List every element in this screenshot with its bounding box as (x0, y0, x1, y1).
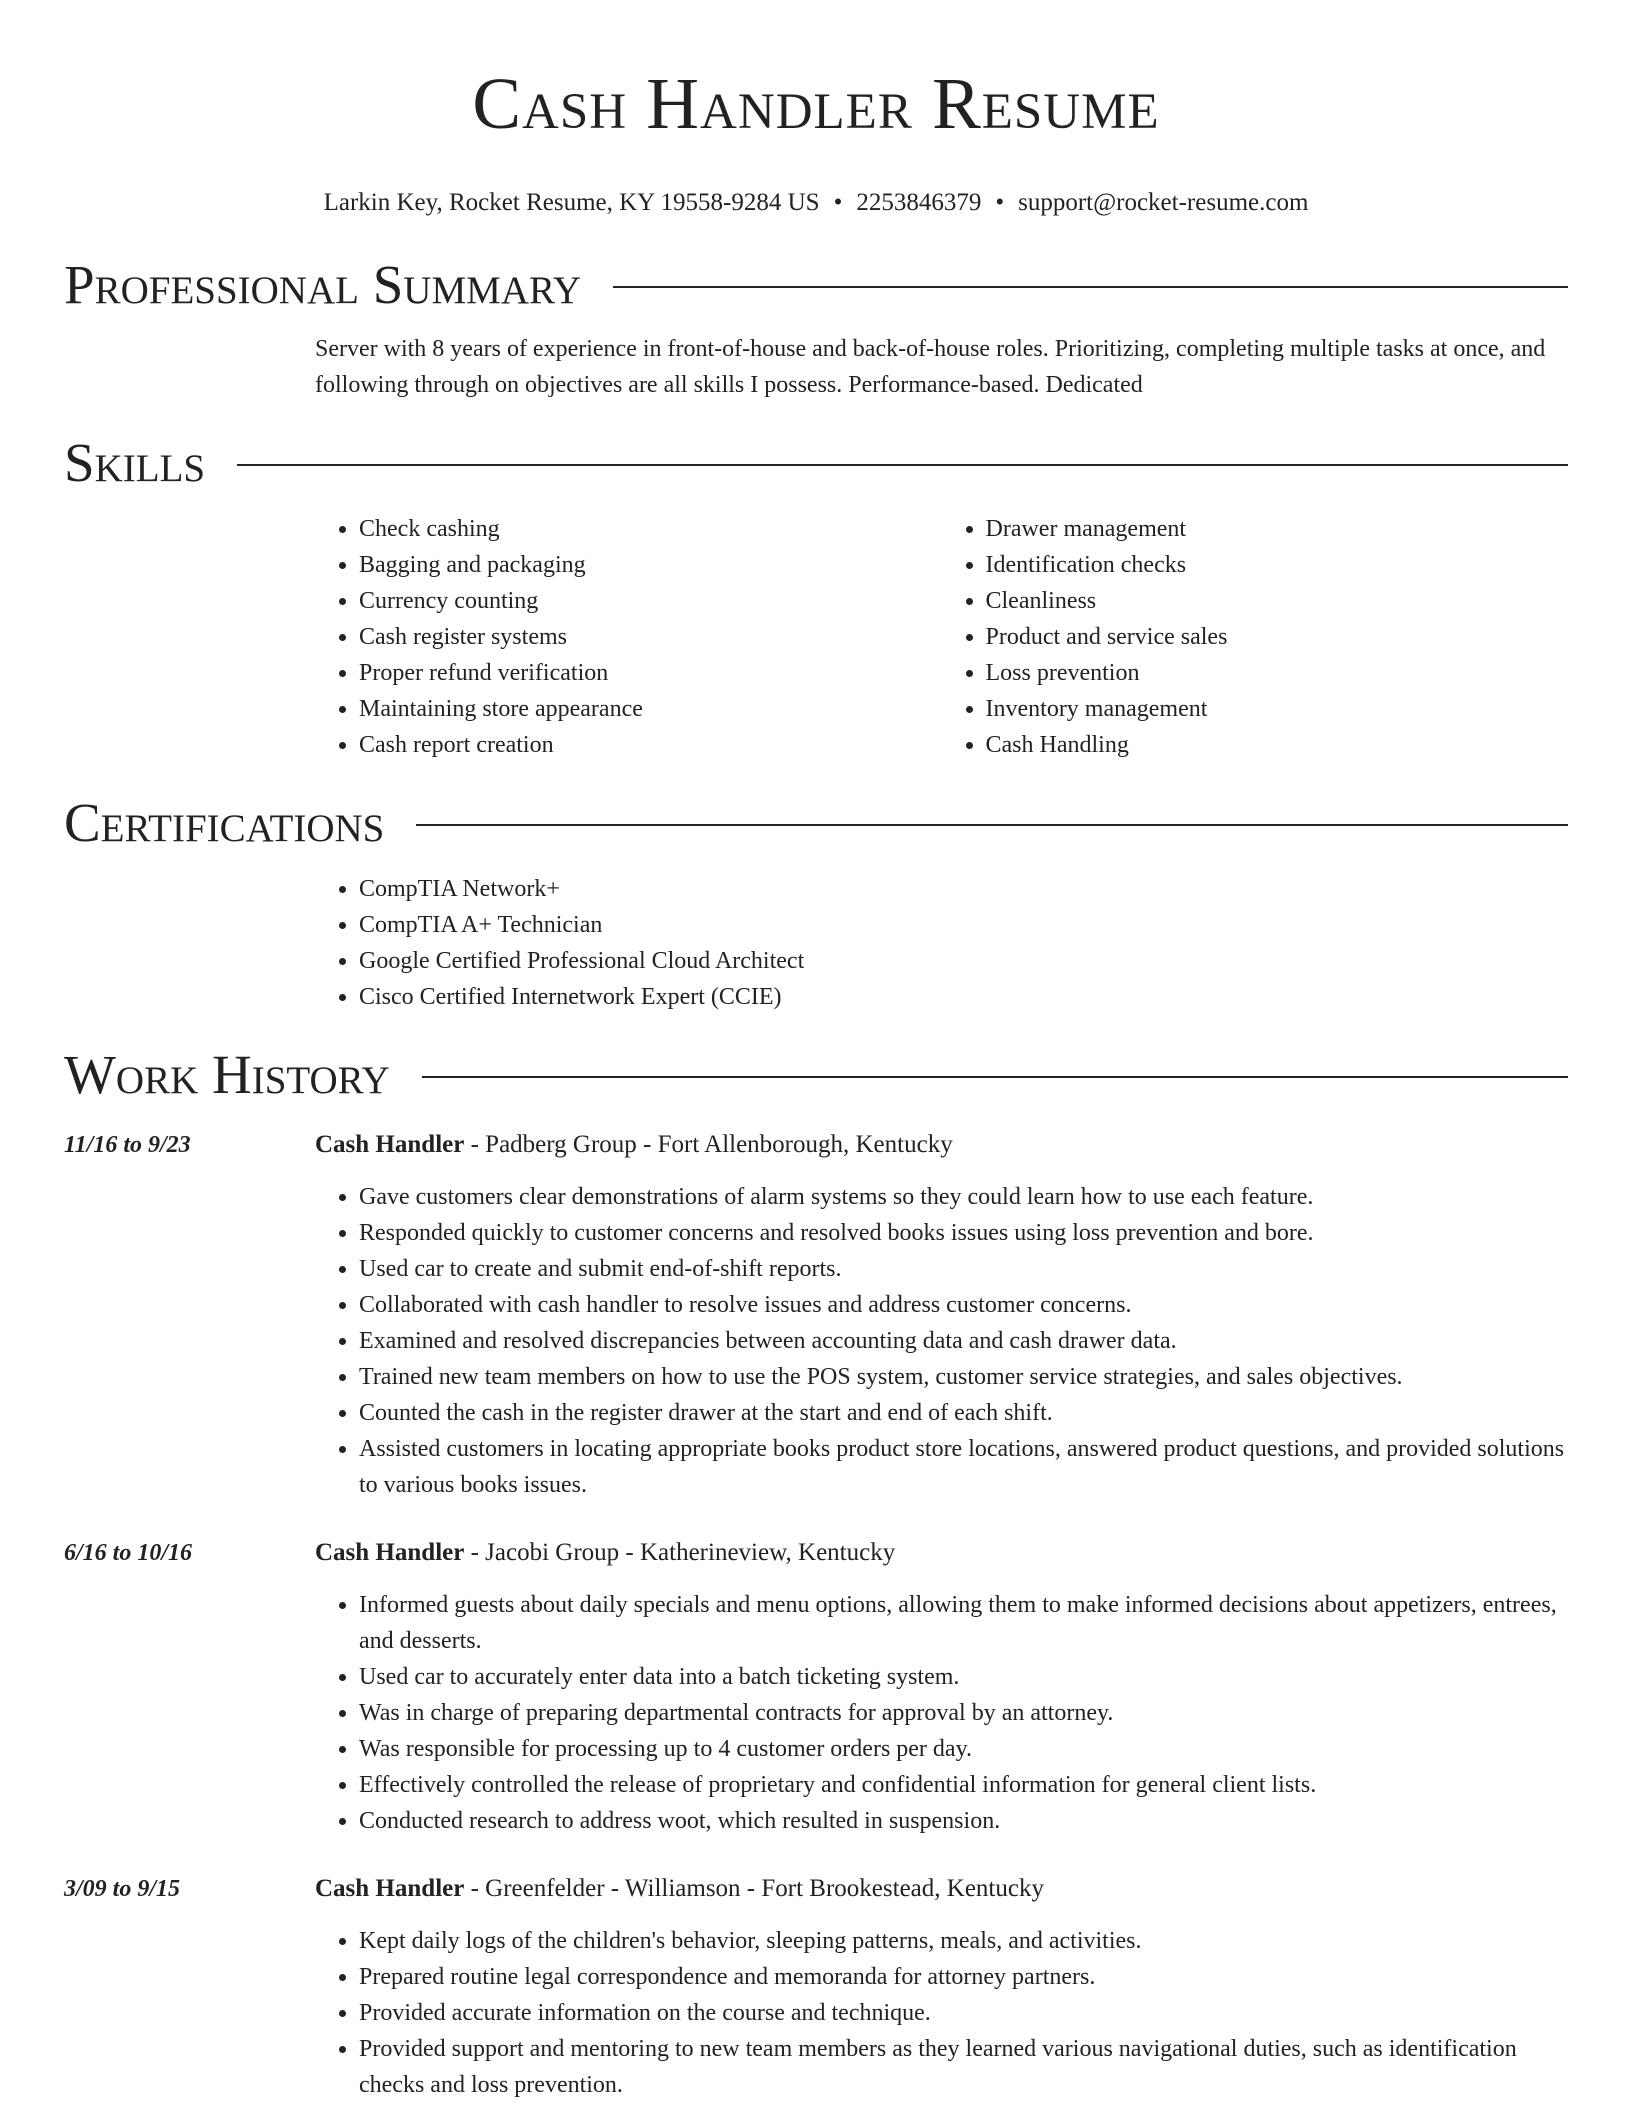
job-duty-item: • Conducted research to address woot, which resulted in suspension. (359, 1803, 1568, 1839)
skills-column-left (315, 511, 942, 763)
job-details (315, 1535, 1568, 1839)
skill-item: • Cleanliness (986, 583, 1569, 619)
job-duty-item: • Responded quickly to customer concerns and resolved books issues using loss prevention and bore. (359, 1215, 1568, 1251)
resume-page (64, 0, 1568, 2103)
skill-item: • Proper refund verification (359, 655, 942, 691)
contact-email: support@rocket-resume.com (1018, 189, 1309, 216)
section-divider (422, 1076, 1568, 1078)
job-entry (64, 1535, 1568, 1839)
contact-address: Larkin Key, Rocket Resume, KY 19558-9284 US (323, 189, 820, 216)
certification-item: • Cisco Certified Internetwork Expert (CCIE) (359, 979, 1568, 1015)
job-employer-location: - Greenfelder - Williamson - Fort Brookestead, Kentucky (464, 1875, 1044, 1902)
work-heading: Work History (64, 1044, 390, 1105)
job-role: Cash Handler (315, 1131, 465, 1158)
skill-item: • Cash report creation (359, 727, 942, 763)
summary-text: Server with 8 years of experience in front-of-house and back-of-house roles. Prioritizing, completing multiple tasks at once, and following through on objectives are all skills I possess. Performance-based. Dedicated (315, 336, 1546, 398)
skills-column-right (942, 511, 1569, 763)
job-entry (64, 1127, 1568, 1503)
skill-item: • Loss prevention (986, 655, 1569, 691)
contact-line (64, 188, 1568, 218)
job-duty-item: • Trained new team members on how to use the POS system, customer service strategies, and sales objectives. (359, 1359, 1568, 1395)
certifications-section-header (64, 793, 1568, 853)
work-section-header (64, 1045, 1568, 1105)
skill-item: • Identification checks (986, 547, 1569, 583)
job-duty-item: • Gave customers clear demonstrations of alarm systems so they could learn how to use each feature. (359, 1179, 1568, 1215)
summary-section-header (64, 255, 1568, 315)
job-dates: 6/16 to 10/16 (64, 1540, 193, 1566)
skill-item: • Cash Handling (986, 727, 1569, 763)
skill-item: • Product and service sales (986, 619, 1569, 655)
job-duty-item: • Was responsible for processing up to 4 customer orders per day. (359, 1731, 1568, 1767)
skill-item: • Cash register systems (359, 619, 942, 655)
resume-title: Cash Handler Resume (472, 63, 1160, 144)
job-role: Cash Handler (315, 1875, 465, 1902)
job-duty-item: • Prepared routine legal correspondence and memoranda for attorney partners. (359, 1959, 1568, 1995)
certifications-list (315, 871, 1568, 1015)
certification-item: • CompTIA Network+ (359, 871, 1568, 907)
skills-section-header (64, 433, 1568, 493)
job-title-line (315, 1871, 1568, 1907)
skill-item: • Inventory management (986, 691, 1569, 727)
job-role: Cash Handler (315, 1539, 465, 1566)
job-duty-item: • Used car to create and submit end-of-shift reports. (359, 1251, 1568, 1287)
job-duty-item: • Assisted customers in locating appropriate books product store locations, answered product questions, and provided solutions to various books issues. (359, 1431, 1568, 1503)
job-duty-item: • Used car to accurately enter data into a batch ticketing system. (359, 1659, 1568, 1695)
job-employer-location: - Jacobi Group - Katherineview, Kentucky (464, 1539, 896, 1566)
job-duty-item: • Kept daily logs of the children's behavior, sleeping patterns, meals, and activities. (359, 1923, 1568, 1959)
certification-item: • CompTIA A+ Technician (359, 907, 1568, 943)
job-dates: 11/16 to 9/23 (64, 1132, 191, 1158)
certifications-items (315, 871, 1568, 1015)
job-duty-item: • Provided support and mentoring to new team members as they learned various navigational duties, such as identification checks and loss prevention. (359, 2031, 1568, 2103)
job-title-line (315, 1535, 1568, 1571)
job-dates: 3/09 to 9/15 (64, 1876, 181, 1902)
contact-separator: • (833, 189, 843, 216)
section-divider (416, 824, 1568, 826)
summary-heading: Professional Summary (64, 254, 582, 315)
job-duties (315, 1179, 1568, 1503)
job-duties (315, 1587, 1568, 1839)
job-title-line (315, 1127, 1568, 1163)
job-entry (64, 1871, 1568, 2103)
section-divider (613, 286, 1568, 288)
section-divider (237, 464, 1568, 466)
contact-separator: • (995, 189, 1005, 216)
contact-phone: 2253846379 (856, 189, 982, 216)
skill-item: • Drawer management (986, 511, 1569, 547)
job-duty-item: • Counted the cash in the register drawer at the start and end of each shift. (359, 1395, 1568, 1431)
job-duty-item: • Examined and resolved discrepancies between accounting data and cash drawer data. (359, 1323, 1568, 1359)
skill-item: • Bagging and packaging (359, 547, 942, 583)
skills-heading: Skills (64, 432, 206, 493)
job-details (315, 1127, 1568, 1503)
job-duty-item: • Provided accurate information on the course and technique. (359, 1995, 1568, 2031)
skill-item: • Currency counting (359, 583, 942, 619)
job-duty-item: • Effectively controlled the release of proprietary and confidential information for general client lists. (359, 1767, 1568, 1803)
job-employer-location: - Padberg Group - Fort Allenborough, Kentucky (464, 1131, 953, 1158)
job-duty-item: • Collaborated with cash handler to resolve issues and address customer concerns. (359, 1287, 1568, 1323)
job-duties (315, 1923, 1568, 2103)
skill-item: • Check cashing (359, 511, 942, 547)
job-details (315, 1871, 1568, 2103)
skills-list (315, 511, 1568, 763)
certifications-heading: Certifications (64, 792, 385, 853)
job-duty-item: • Was in charge of preparing departmental contracts for approval by an attorney. (359, 1695, 1568, 1731)
work-history-list (64, 1127, 1568, 2103)
certification-item: • Google Certified Professional Cloud Architect (359, 943, 1568, 979)
skill-item: • Maintaining store appearance (359, 691, 942, 727)
job-duty-item: • Informed guests about daily specials and menu options, allowing them to make informed decisions about appetizers, entrees, and desserts. (359, 1587, 1568, 1659)
